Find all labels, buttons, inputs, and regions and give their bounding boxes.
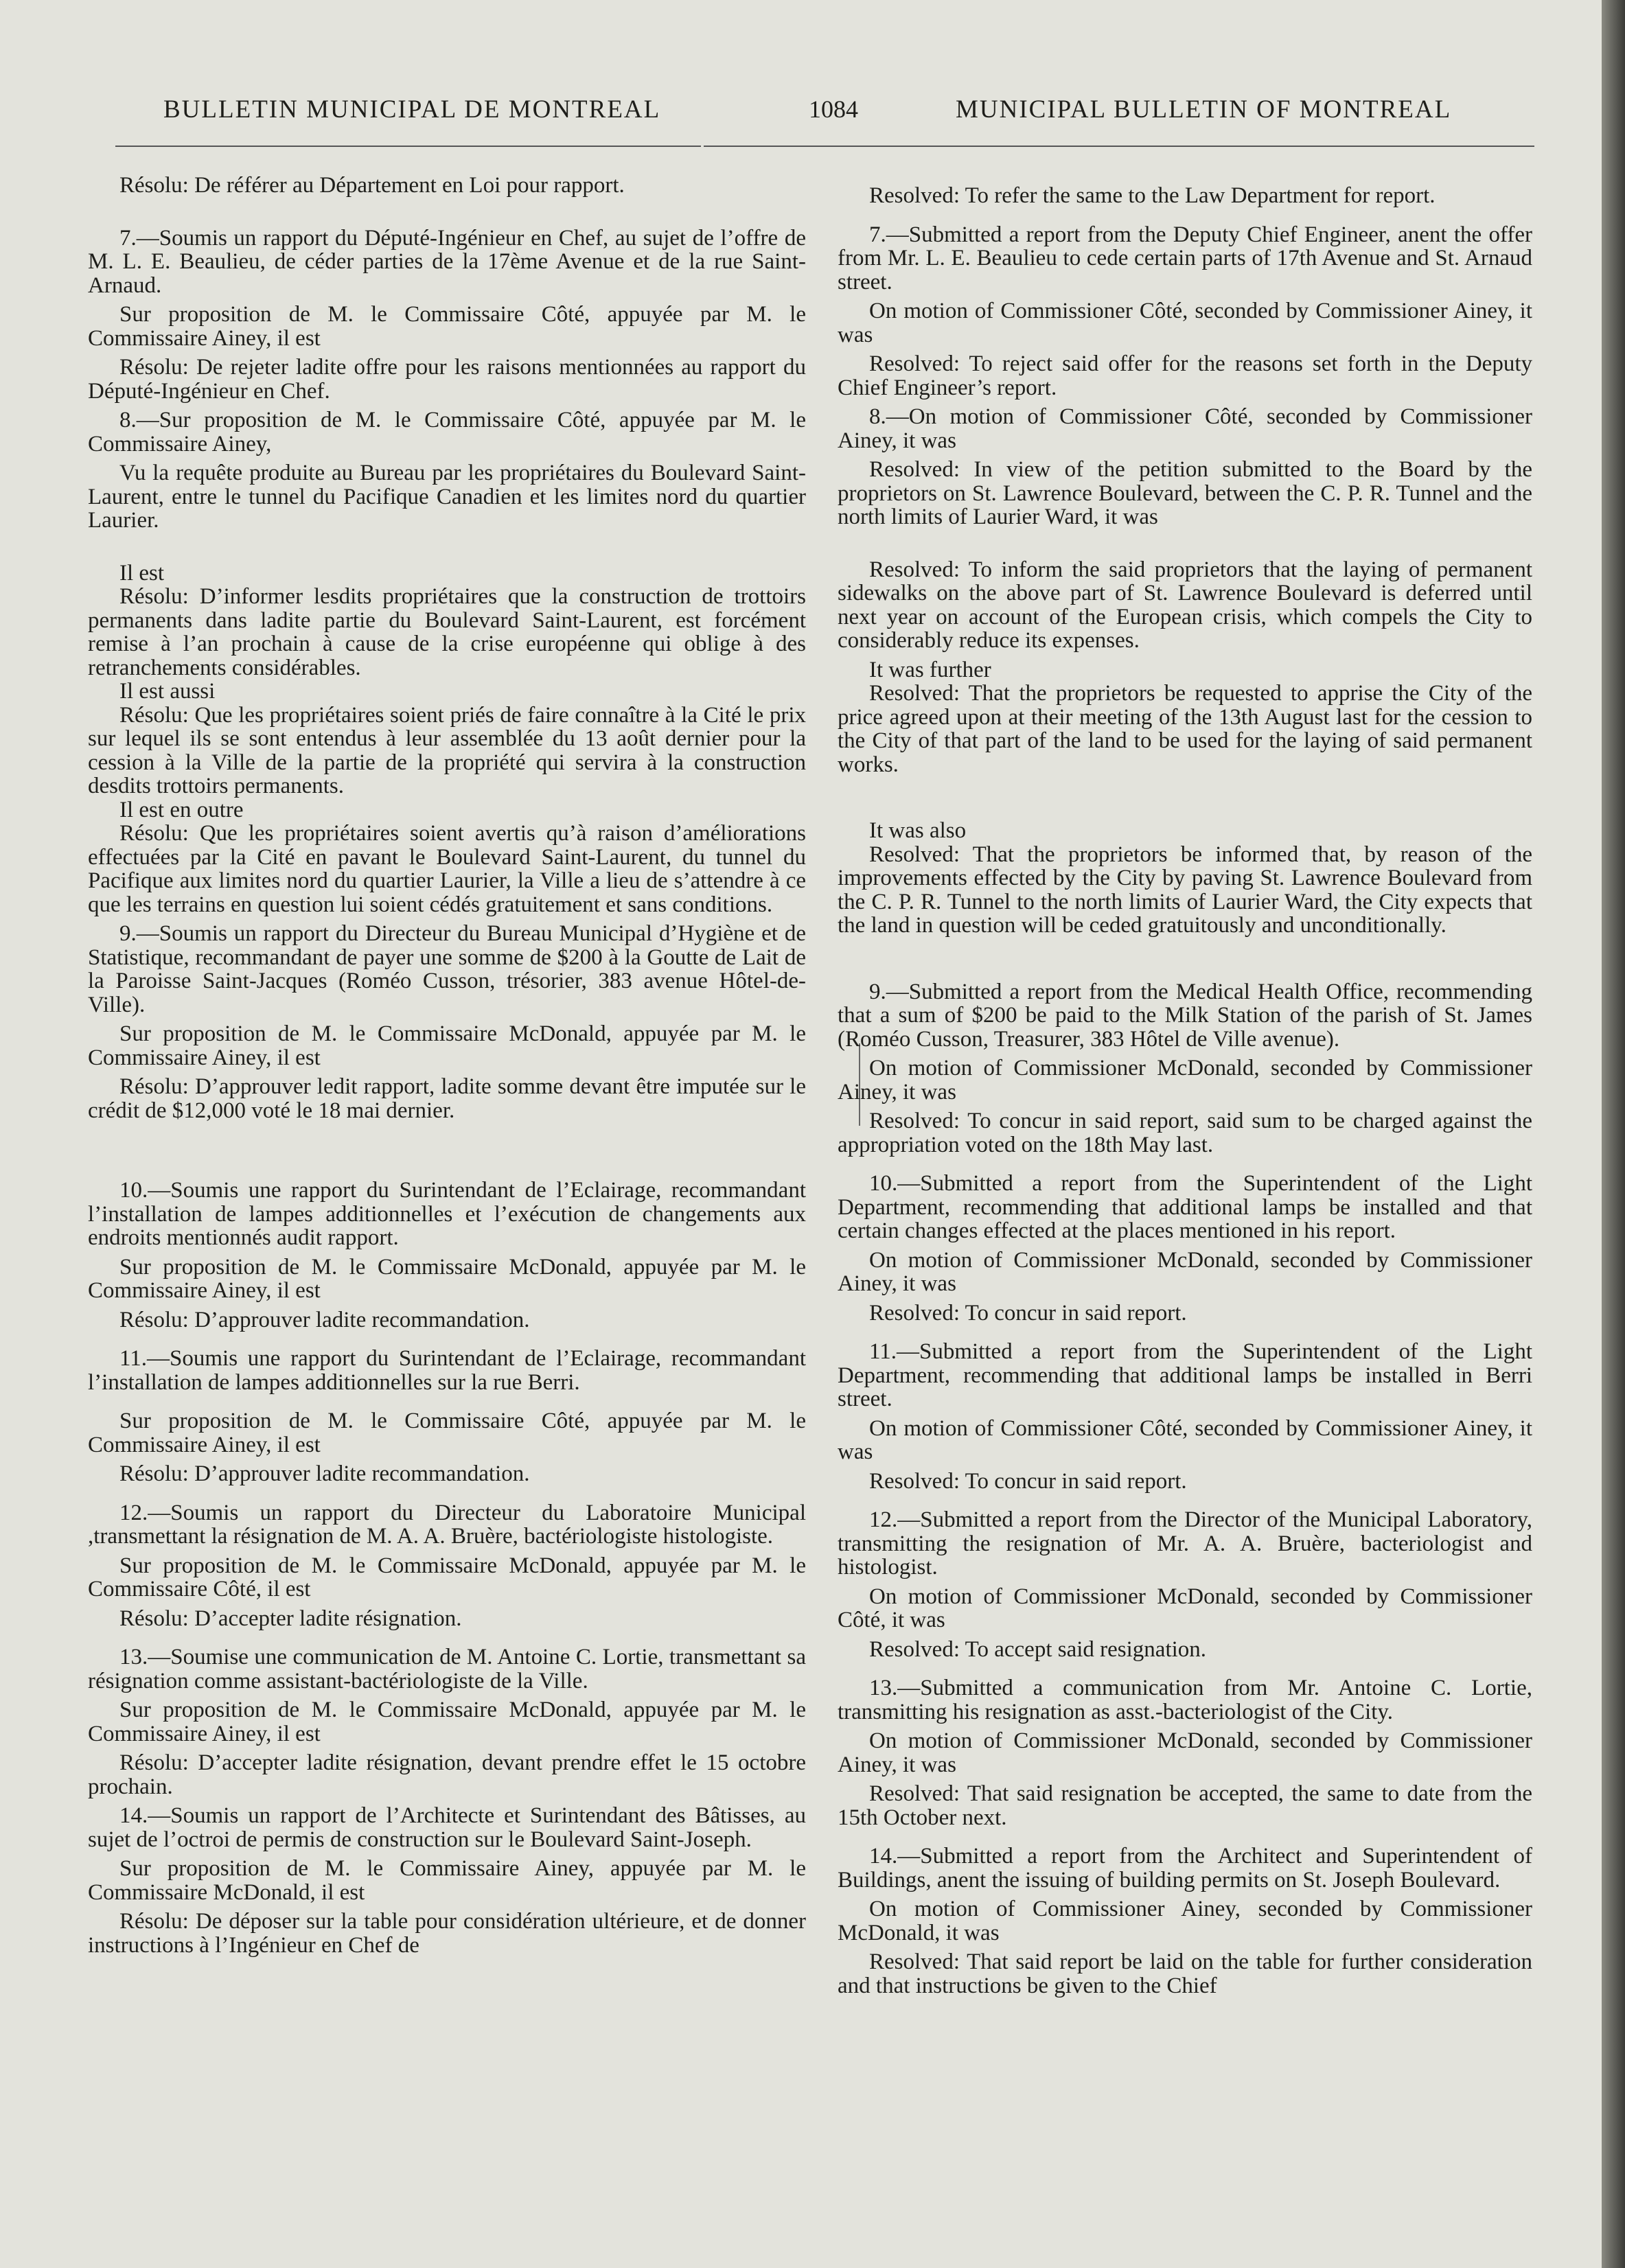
page-edge-shadow [1602,0,1625,2268]
en-paragraph: Resolved: To inform the said proprietors that the laying of permanent sidewalks on the above part of St. Lawrence Boulevard is deferred until next year on account of the European crisis, which compels the City to considerably reduce its expenses. [838,557,1532,653]
fr-paragraph: Sur proposition de M. le Commissaire Côté, appuyée par M. le Commissaire Ainey, il est [88,1409,806,1457]
fr-paragraph: 10.—Soumis une rapport du Surintendant de l’Eclairage, recommandant l’installation de lampes additionnelles et l’exécution de changements aux endroits mentionnés audit rapport. [88,1178,806,1250]
fr-paragraph: 8.—Sur proposition de M. le Commissaire Côté, appuyée par M. le Commissaire Ainey, [88,408,806,456]
fr-paragraph: 9.—Soumis un rapport du Directeur du Bureau Municipal d’Hygiène et de Statistique, recommandant de payer une somme de $200 à la Goutte de Lait de la Paroisse Saint-Jacques (Roméo Cusson, trésorier, 383 avenue Hôtel-de-Ville). [88,921,806,1017]
fr-paragraph: 12.—Soumis un rapport du Directeur du Laboratoire Municipal ,transmettant la résignation de M. A. A. Bruère, bactériologiste histologiste. [88,1500,806,1549]
fr-paragraph: Sur proposition de M. le Commissaire McDonald, appuyée par M. le Commissaire Côté, il est [88,1553,806,1601]
en-paragraph: 12.—Submitted a report from the Director of the Municipal Laboratory, transmitting the resignation of Mr. A. A. Bruère, bacteriologist and histologist. [838,1507,1532,1579]
fr-paragraph: 7.—Soumis un rapport du Député-Ingénieur en Chef, au sujet de l’offre de M. L. E. Beaulieu, de céder parties de la 17ème Avenue et de la rue Saint-Arnaud. [88,225,806,298]
french-column [88,174,806,1957]
en-paragraph: On motion of Commissioner McDonald, seconded by Commissioner Ainey, it was [838,1247,1532,1296]
fr-paragraph: Résolu: D’approuver ladite recommandation. [119,1461,530,1486]
fr-paragraph: Sur proposition de M. le Commissaire McDonald, appuyée par M. le Commissaire Ainey, il est [88,1698,806,1746]
fr-paragraph: Sur proposition de M. le Commissaire McDonald, appuyée par M. le Commissaire Ainey, il est [88,1254,806,1303]
fr-paragraph: Résolu: De référer au Département en Loi pour rapport. [119,173,625,198]
fr-paragraph: Résolu: D’accepter ladite résignation, devant prendre effet le 15 octobre prochain. [88,1750,806,1799]
en-paragraph: On motion of Commissioner Ainey, seconded by Commissioner McDonald, it was [838,1897,1532,1945]
en-paragraph: On motion of Commissioner McDonald, seconded by Commissioner Côté, it was [838,1584,1532,1632]
fr-paragraph: Résolu: Que les propriétaires soient avertis qu’à raison d’améliorations effectuées par la Cité en pavant le Boulevard Saint-Laurent, du tunnel du Pacifique aux limites nord du quartier Laurier, la Ville a lieu de s’attendre à ce que les terrains en question lui soient cédés gratuitement et sans conditions. [88,821,806,917]
fr-paragraph: 11.—Soumis une rapport du Surintendant de l’Eclairage, recommandant l’installation de lampes additionnelles sur la rue Berri. [88,1346,806,1395]
en-paragraph: On motion of Commissioner Côté, seconded by Commissioner Ainey, it was [838,1415,1532,1464]
header-rule-left [115,146,701,147]
en-paragraph: Resolved: In view of the petition submitted to the Board by the proprietors on St. Lawrence Boulevard, between the C. P. R. Tunnel and the north limits of Laurier Ward, it was [838,457,1532,529]
en-paragraph: 10.—Submitted a report from the Superintendent of the Light Department, recommending that additional lamps be installed and that certain changes effected at the places mentioned in his report. [838,1171,1532,1243]
header-right-title: MUNICIPAL BULLETIN OF MONTREAL [956,95,1452,124]
fr-paragraph: Résolu: D’approuver ledit rapport, ladite somme devant être imputée sur le crédit de $12,000 voté le 18 mai dernier. [88,1074,806,1123]
en-paragraph: Resolved: To concur in said report. [869,1300,1187,1326]
en-paragraph: Resolved: To accept said resignation. [869,1636,1207,1662]
header-left-title: BULLETIN MUNICIPAL DE MONTREAL [163,95,661,124]
en-paragraph: 9.—Submitted a report from the Medical Health Office, recommending that a sum of $200 be paid to the Milk Station of the parish of St. James (Roméo Cusson, Treasurer, 383 Hôtel de Ville avenue). [838,979,1532,1052]
en-paragraph: On motion of Commissioner McDonald, seconded by Commissioner Ainey, it was [838,1056,1532,1104]
fr-paragraph: Résolu: D’informer lesdits propriétaires que la construction de trottoirs permanents dans ladite partie du Boulevard Saint-Laurent, est forcément remise à l’an prochain à cause de la crise européenne qui oblige à des retranchements considérables. [88,584,806,680]
fr-paragraph: Sur proposition de M. le Commissaire Ainey, appuyée par M. le Commissaire McDonald, il est [88,1856,806,1905]
en-paragraph: It was also [869,818,967,843]
en-paragraph: Resolved: To refer the same to the Law Department for report. [869,183,1436,208]
fr-paragraph: Il est aussi [119,679,216,704]
en-paragraph: 13.—Submitted a communication from Mr. Antoine C. Lortie, transmitting his resignation as asst.-bacteriologist of the City. [838,1676,1532,1724]
fr-paragraph: Il est [119,560,165,586]
fr-paragraph: Résolu: Que les propriétaires soient priés de faire connaître à la Cité le prix sur lequel ils se sont entendus à leur assemblée du 13 août dernier pour la cession à la Ville de la partie de la propriété qui servira à la construction desdits trottoirs permanents. [88,702,806,798]
en-paragraph: 7.—Submitted a report from the Deputy Chief Engineer, anent the offer from Mr. L. E. Beaulieu to cede certain parts of 17th Avenue and St. Arnaud street. [838,222,1532,294]
header-rule-right [704,146,1534,147]
en-paragraph: Resolved: To concur in said report. [869,1468,1187,1494]
fr-paragraph: Résolu: D’approuver ladite recommandation. [119,1307,530,1332]
fr-paragraph: Résolu: D’accepter ladite résignation. [119,1606,462,1631]
english-column [838,184,1532,1998]
en-paragraph: 14.—Submitted a report from the Architect and Superintendent of Buildings, anent the issuing of building permits on St. Joseph Boulevard. [838,1844,1532,1893]
fr-paragraph: Sur proposition de M. le Commissaire McDonald, appuyée par M. le Commissaire Ainey, il est [88,1021,806,1070]
en-paragraph: Resolved: That said report be laid on the table for further consideration and that instructions be given to the Chief [838,1949,1532,1998]
en-paragraph: On motion of Commissioner Côté, seconded by Commissioner Ainey, it was [838,299,1532,347]
en-paragraph: 8.—On motion of Commissioner Côté, seconded by Commissioner Ainey, it was [838,404,1532,453]
en-paragraph: Resolved: That the proprietors be requested to apprise the City of the price agreed upon at their meeting of the 13th August last for the cession to the City of that part of the land to be used for the laying of said permanent works. [838,681,1532,777]
en-paragraph: Resolved: To reject said offer for the reasons set forth in the Deputy Chief Engineer’s report. [838,351,1532,400]
fr-paragraph: Il est en outre [119,797,244,822]
en-paragraph: Resolved: That said resignation be accepted, the same to date from the 15th October next. [838,1781,1532,1830]
fr-paragraph: 13.—Soumise une communication de M. Antoine C. Lortie, transmettant sa résignation comme assistant-bactériologiste de la Ville. [88,1645,806,1693]
fr-paragraph: Vu la requête produite au Bureau par les propriétaires du Boulevard Saint-Laurent, entre le tunnel du Pacifique Canadien et les limites nord du quartier Laurier. [88,461,806,533]
en-paragraph: 11.—Submitted a report from the Superintendent of the Light Department, recommending that additional lamps be installed in Berri street. [838,1339,1532,1411]
fr-paragraph: 14.—Soumis un rapport de l’Architecte et Surintendant des Bâtisses, au sujet de l’octroi de permis de construction sur le Boulevard Saint-Joseph. [88,1803,806,1852]
en-paragraph: On motion of Commissioner McDonald, seconded by Commissioner Ainey, it was [838,1728,1532,1777]
fr-paragraph: Sur proposition de M. le Commissaire Côté, appuyée par M. le Commissaire Ainey, il est [88,302,806,351]
page-number: 1084 [809,95,858,123]
en-paragraph: It was further [869,657,991,682]
en-paragraph: Resolved: To concur in said report, said sum to be charged against the appropriation voted on the 18th May last. [838,1109,1532,1157]
fr-paragraph: Résolu: De rejeter ladite offre pour les raisons mentionnées au rapport du Député-Ingénieur en Chef. [88,355,806,404]
fr-paragraph: Résolu: De déposer sur la table pour considération ultérieure, et de donner instructions à l’Ingénieur en Chef de [88,1909,806,1958]
en-paragraph: Resolved: That the proprietors be informed that, by reason of the improvements effected by the City by paving St. Lawrence Boulevard from the C. P. R. Tunnel to the north limits of Laurier Ward, the City expects that the land in question will be ceded gratuitously and unconditionally. [838,842,1532,938]
